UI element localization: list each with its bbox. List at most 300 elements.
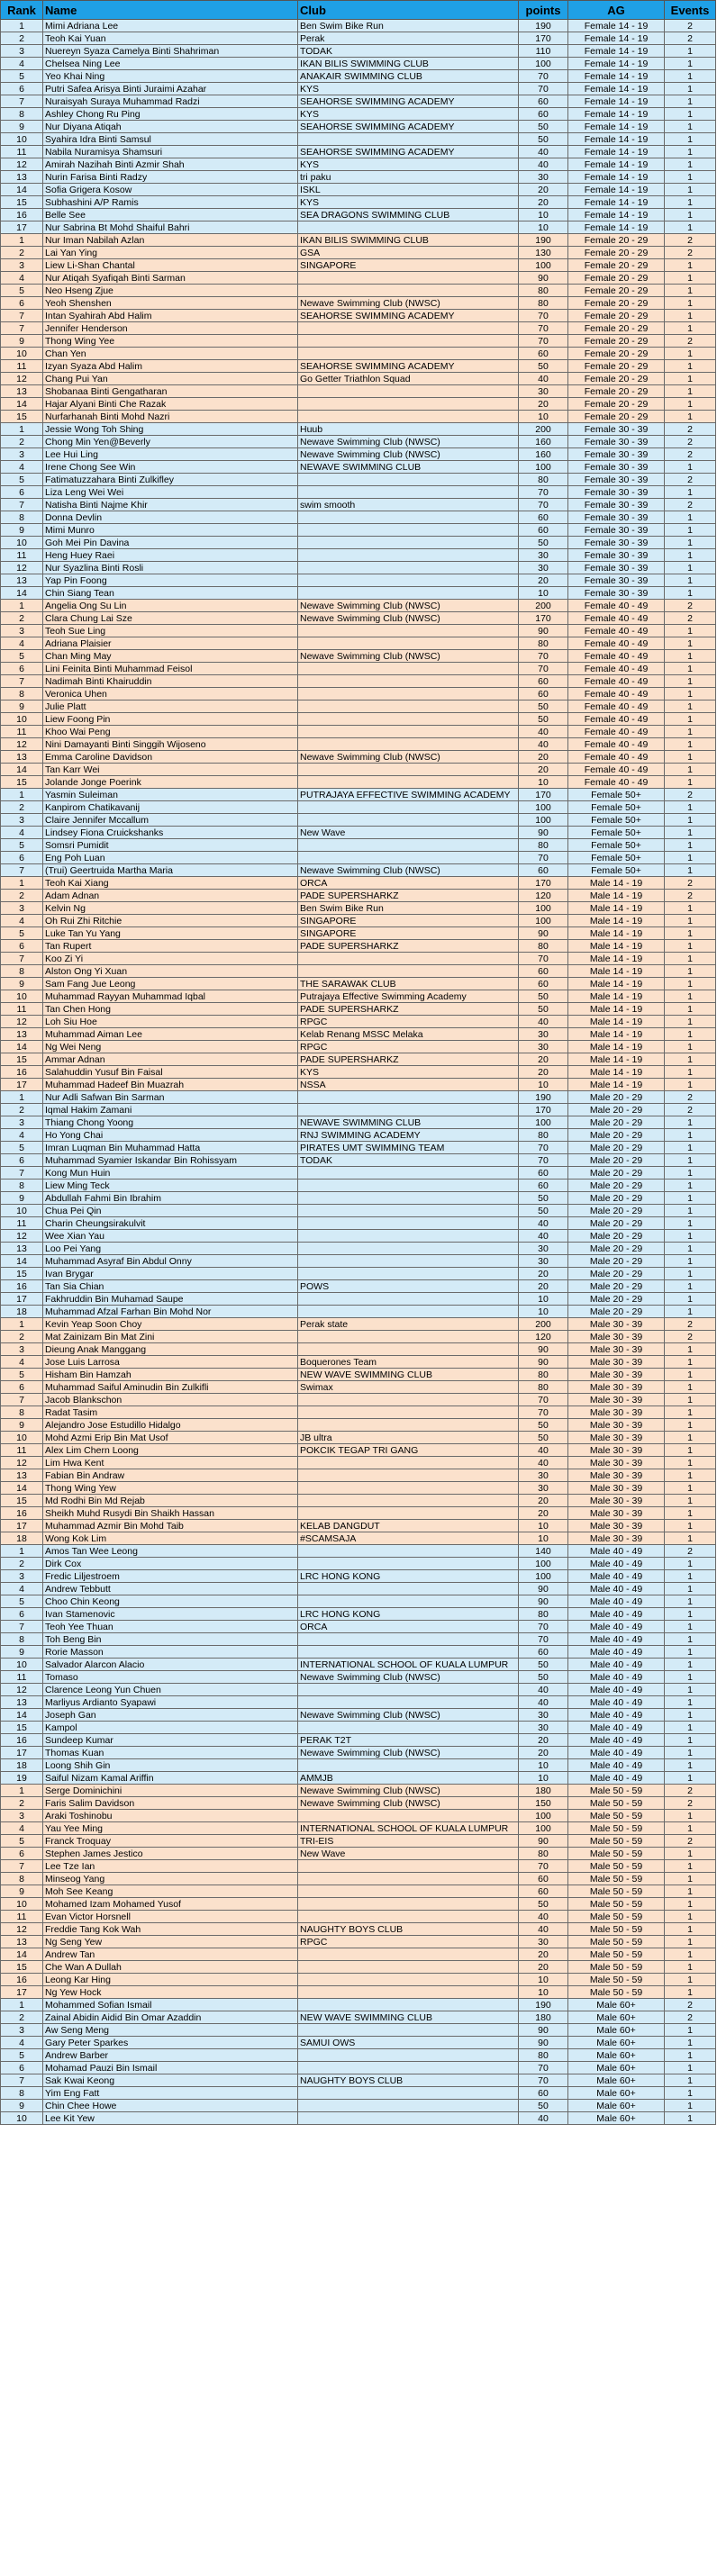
points-cell: 10	[519, 221, 568, 234]
club-cell: Boquerones Team	[298, 1356, 519, 1369]
table-row	[1, 1986, 716, 1999]
events-cell: 1	[665, 360, 716, 373]
points-cell: 90	[519, 1583, 568, 1595]
table-row	[1, 1520, 716, 1532]
name-cell: Aw Seng Meng	[43, 2024, 298, 2037]
table-row	[1, 864, 716, 877]
table-row	[1, 1053, 716, 1066]
name-cell: Iqmal Hakim Zamani	[43, 1104, 298, 1116]
events-cell: 1	[665, 675, 716, 688]
name-cell: Franck Troquay	[43, 1835, 298, 1848]
rank-cell: 14	[1, 1709, 43, 1722]
events-cell: 1	[665, 83, 716, 95]
events-cell: 2	[665, 1318, 716, 1331]
name-cell: Ng Wei Neng	[43, 1041, 298, 1053]
rank-cell: 12	[1, 1016, 43, 1028]
points-cell: 30	[519, 385, 568, 398]
rank-cell: 15	[1, 196, 43, 209]
name-cell: Izyan Syaza Abd Halim	[43, 360, 298, 373]
rank-cell: 11	[1, 360, 43, 373]
name-cell: Chin Siang Tean	[43, 587, 298, 600]
club-cell	[298, 398, 519, 411]
name-cell: Oh Rui Zhi Ritchie	[43, 915, 298, 927]
events-cell: 1	[665, 411, 716, 423]
points-cell: 100	[519, 915, 568, 927]
events-cell: 1	[665, 1482, 716, 1495]
rank-cell: 1	[1, 1785, 43, 1797]
rank-cell: 2	[1, 890, 43, 902]
table-row	[1, 1696, 716, 1709]
table-row	[1, 2024, 716, 2037]
age-group-cell: Female 20 - 29	[568, 310, 665, 322]
name-cell: Lai Yan Ying	[43, 247, 298, 259]
points-cell: 40	[519, 146, 568, 158]
table-row	[1, 1709, 716, 1722]
age-group-cell: Male 30 - 39	[568, 1318, 665, 1331]
events-cell: 1	[665, 348, 716, 360]
club-cell	[298, 1873, 519, 1885]
rank-cell: 5	[1, 1595, 43, 1608]
age-group-cell: Male 20 - 29	[568, 1280, 665, 1293]
table-row	[1, 95, 716, 108]
club-cell: SINGAPORE	[298, 915, 519, 927]
points-cell: 80	[519, 637, 568, 650]
age-group-cell: Male 40 - 49	[568, 1545, 665, 1558]
name-cell: Liew Li-Shan Chantal	[43, 259, 298, 272]
rank-cell: 12	[1, 1457, 43, 1469]
events-cell: 1	[665, 272, 716, 285]
club-cell	[298, 1268, 519, 1280]
points-cell: 40	[519, 1696, 568, 1709]
points-cell: 20	[519, 1734, 568, 1747]
events-cell: 2	[665, 1797, 716, 1810]
rank-cell: 11	[1, 726, 43, 738]
table-row	[1, 1280, 716, 1293]
points-cell: 70	[519, 499, 568, 511]
name-cell: Andrew Tan	[43, 1948, 298, 1961]
table-row	[1, 1936, 716, 1948]
table-row	[1, 1583, 716, 1595]
name-cell: Hisham Bin Hamzah	[43, 1369, 298, 1381]
table-row	[1, 196, 716, 209]
events-cell: 2	[665, 448, 716, 461]
name-cell: Nur Iman Nabilah Azlan	[43, 234, 298, 247]
points-cell: 80	[519, 1848, 568, 1860]
table-row	[1, 499, 716, 511]
table-row	[1, 1999, 716, 2011]
table-row	[1, 1356, 716, 1369]
club-cell: KELAB DANGDUT	[298, 1520, 519, 1532]
rank-cell: 11	[1, 146, 43, 158]
name-cell: Mohammed Sofian Ismail	[43, 1999, 298, 2011]
points-cell: 20	[519, 1961, 568, 1974]
points-cell: 30	[519, 562, 568, 574]
club-cell: Kelab Renang MSSC Melaka	[298, 1028, 519, 1041]
table-row	[1, 1948, 716, 1961]
age-group-cell: Male 30 - 39	[568, 1444, 665, 1457]
points-cell: 60	[519, 965, 568, 978]
name-cell: Jolande Jonge Poerink	[43, 776, 298, 789]
age-group-cell: Male 50 - 59	[568, 1785, 665, 1797]
events-cell: 1	[665, 1898, 716, 1911]
name-cell: Loo Pei Yang	[43, 1243, 298, 1255]
rank-cell: 9	[1, 1885, 43, 1898]
club-cell: NEW WAVE SWIMMING CLUB	[298, 1369, 519, 1381]
points-cell: 170	[519, 32, 568, 45]
club-cell: Perak	[298, 32, 519, 45]
name-cell: Mimi Adriana Lee	[43, 20, 298, 32]
rank-cell: 4	[1, 58, 43, 70]
rank-cell: 15	[1, 1961, 43, 1974]
age-group-cell: Female 14 - 19	[568, 209, 665, 221]
club-cell	[298, 1545, 519, 1558]
club-cell	[298, 2024, 519, 2037]
header-name: Name	[43, 1, 298, 20]
points-cell: 40	[519, 1444, 568, 1457]
name-cell: Nuraisyah Suraya Muhammad Radzi	[43, 95, 298, 108]
points-cell: 10	[519, 1772, 568, 1785]
name-cell: Yasmin Suleiman	[43, 789, 298, 801]
age-group-cell: Female 30 - 39	[568, 549, 665, 562]
events-cell: 1	[665, 1381, 716, 1394]
name-cell: Zainal Abidin Aidid Bin Omar Azaddin	[43, 2011, 298, 2024]
age-group-cell: Female 40 - 49	[568, 700, 665, 713]
age-group-cell: Male 60+	[568, 2087, 665, 2100]
points-cell: 60	[519, 688, 568, 700]
name-cell: Wee Xian Yau	[43, 1230, 298, 1243]
club-cell: tri paku	[298, 171, 519, 184]
age-group-cell: Female 30 - 39	[568, 562, 665, 574]
events-cell: 2	[665, 335, 716, 348]
table-row	[1, 221, 716, 234]
events-cell: 1	[665, 1974, 716, 1986]
rank-cell: 4	[1, 915, 43, 927]
age-group-cell: Male 60+	[568, 2074, 665, 2087]
table-row	[1, 184, 716, 196]
table-row	[1, 751, 716, 764]
points-cell: 10	[519, 1532, 568, 1545]
club-cell	[298, 1331, 519, 1343]
age-group-cell: Female 50+	[568, 827, 665, 839]
events-cell: 2	[665, 1785, 716, 1797]
name-cell: Nur Atiqah Syafiqah Binti Sarman	[43, 272, 298, 285]
table-row	[1, 1633, 716, 1646]
club-cell	[298, 2100, 519, 2112]
club-cell: SEAHORSE SWIMMING ACADEMY	[298, 121, 519, 133]
points-cell: 60	[519, 1180, 568, 1192]
age-group-cell: Male 40 - 49	[568, 1595, 665, 1608]
rank-cell: 15	[1, 776, 43, 789]
age-group-cell: Male 50 - 59	[568, 1797, 665, 1810]
events-cell: 1	[665, 2062, 716, 2074]
club-cell	[298, 1948, 519, 1961]
points-cell: 20	[519, 398, 568, 411]
points-cell: 70	[519, 1142, 568, 1154]
club-cell	[298, 486, 519, 499]
events-cell: 1	[665, 1948, 716, 1961]
rank-cell: 7	[1, 322, 43, 335]
rank-cell: 3	[1, 1343, 43, 1356]
rank-cell: 6	[1, 1154, 43, 1167]
events-cell: 1	[665, 461, 716, 474]
events-cell: 1	[665, 940, 716, 953]
rank-cell: 16	[1, 1507, 43, 1520]
age-group-cell: Male 40 - 49	[568, 1621, 665, 1633]
rank-cell: 2	[1, 32, 43, 45]
points-cell: 100	[519, 801, 568, 814]
name-cell: Goh Mei Pin Davina	[43, 537, 298, 549]
events-cell: 1	[665, 524, 716, 537]
events-cell: 2	[665, 612, 716, 625]
points-cell: 80	[519, 1381, 568, 1394]
rank-cell: 11	[1, 1003, 43, 1016]
age-group-cell: Male 50 - 59	[568, 1810, 665, 1822]
rank-cell: 1	[1, 423, 43, 436]
points-cell: 170	[519, 789, 568, 801]
age-group-cell: Female 50+	[568, 839, 665, 852]
points-cell: 40	[519, 373, 568, 385]
age-group-cell: Male 20 - 29	[568, 1293, 665, 1306]
table-row	[1, 1331, 716, 1343]
points-cell: 70	[519, 663, 568, 675]
age-group-cell: Female 14 - 19	[568, 83, 665, 95]
name-cell: Subhashini A/P Ramis	[43, 196, 298, 209]
events-cell: 1	[665, 285, 716, 297]
events-cell: 1	[665, 713, 716, 726]
name-cell: Nurin Farisa Binti Radzy	[43, 171, 298, 184]
age-group-cell: Male 30 - 39	[568, 1356, 665, 1369]
events-cell: 1	[665, 196, 716, 209]
points-cell: 50	[519, 133, 568, 146]
points-cell: 20	[519, 1268, 568, 1280]
table-row	[1, 827, 716, 839]
name-cell: Yeo Khai Ning	[43, 70, 298, 83]
rank-cell: 7	[1, 1860, 43, 1873]
age-group-cell: Male 40 - 49	[568, 1722, 665, 1734]
points-cell: 10	[519, 411, 568, 423]
age-group-cell: Male 20 - 29	[568, 1091, 665, 1104]
name-cell: Emma Caroline Davidson	[43, 751, 298, 764]
events-cell: 1	[665, 1419, 716, 1432]
age-group-cell: Female 20 - 29	[568, 234, 665, 247]
club-cell: Newave Swimming Club (NWSC)	[298, 1671, 519, 1684]
events-cell: 2	[665, 600, 716, 612]
club-cell	[298, 1406, 519, 1419]
age-group-cell: Female 40 - 49	[568, 738, 665, 751]
points-cell: 80	[519, 940, 568, 953]
club-cell	[298, 1419, 519, 1432]
table-row	[1, 965, 716, 978]
rank-cell: 10	[1, 133, 43, 146]
age-group-cell: Female 14 - 19	[568, 221, 665, 234]
points-cell: 70	[519, 310, 568, 322]
name-cell: Choo Chin Keong	[43, 1595, 298, 1608]
table-row	[1, 1079, 716, 1091]
points-cell: 90	[519, 1356, 568, 1369]
club-cell: SEAHORSE SWIMMING ACADEMY	[298, 146, 519, 158]
name-cell: Kampol	[43, 1722, 298, 1734]
table-row	[1, 436, 716, 448]
rank-cell: 2	[1, 247, 43, 259]
table-row	[1, 776, 716, 789]
table-row	[1, 1885, 716, 1898]
club-cell: Newave Swimming Club (NWSC)	[298, 1709, 519, 1722]
age-group-cell: Male 30 - 39	[568, 1469, 665, 1482]
age-group-cell: Male 60+	[568, 2062, 665, 2074]
table-row	[1, 171, 716, 184]
events-cell: 1	[665, 1028, 716, 1041]
table-row	[1, 1822, 716, 1835]
name-cell: Leong Kar Hing	[43, 1974, 298, 1986]
points-cell: 120	[519, 1331, 568, 1343]
club-cell: INTERNATIONAL SCHOOL OF KUALA LUMPUR	[298, 1659, 519, 1671]
club-cell	[298, 1722, 519, 1734]
events-cell: 1	[665, 1369, 716, 1381]
name-cell: Chan Yen	[43, 348, 298, 360]
club-cell	[298, 637, 519, 650]
rank-cell: 10	[1, 2112, 43, 2125]
club-cell: KYS	[298, 83, 519, 95]
rank-cell: 2	[1, 1104, 43, 1116]
rank-cell: 8	[1, 1406, 43, 1419]
events-cell: 1	[665, 1646, 716, 1659]
age-group-cell: Male 14 - 19	[568, 890, 665, 902]
table-row	[1, 537, 716, 549]
name-cell: Muhammad Syamier Iskandar Bin Rohissyam	[43, 1154, 298, 1167]
events-cell: 1	[665, 58, 716, 70]
age-group-cell: Male 20 - 29	[568, 1104, 665, 1116]
points-cell: 40	[519, 2112, 568, 2125]
age-group-cell: Female 14 - 19	[568, 158, 665, 171]
club-cell	[298, 587, 519, 600]
age-group-cell: Female 20 - 29	[568, 360, 665, 373]
points-cell: 20	[519, 1053, 568, 1066]
rank-cell: 6	[1, 1608, 43, 1621]
events-cell: 1	[665, 764, 716, 776]
table-row	[1, 1621, 716, 1633]
events-cell: 1	[665, 1432, 716, 1444]
club-cell: NSSA	[298, 1079, 519, 1091]
name-cell: Clara Chung Lai Sze	[43, 612, 298, 625]
name-cell: Natisha Binti Najme Khir	[43, 499, 298, 511]
age-group-cell: Female 30 - 39	[568, 587, 665, 600]
table-row	[1, 133, 716, 146]
events-cell: 2	[665, 890, 716, 902]
age-group-cell: Male 40 - 49	[568, 1696, 665, 1709]
points-cell: 100	[519, 1822, 568, 1835]
age-group-cell: Female 14 - 19	[568, 146, 665, 158]
name-cell: Nur Adli Safwan Bin Sarman	[43, 1091, 298, 1104]
events-cell: 2	[665, 1104, 716, 1116]
rank-cell: 4	[1, 637, 43, 650]
events-cell: 1	[665, 121, 716, 133]
name-cell: Chelsea Ning Lee	[43, 58, 298, 70]
club-cell	[298, 1457, 519, 1469]
rank-cell: 10	[1, 1659, 43, 1671]
name-cell: Yeoh Shenshen	[43, 297, 298, 310]
age-group-cell: Female 40 - 49	[568, 713, 665, 726]
age-group-cell: Male 30 - 39	[568, 1520, 665, 1532]
events-cell: 1	[665, 1671, 716, 1684]
club-cell	[298, 1961, 519, 1974]
age-group-cell: Female 40 - 49	[568, 600, 665, 612]
club-cell	[298, 2087, 519, 2100]
club-cell	[298, 1255, 519, 1268]
points-cell: 10	[519, 209, 568, 221]
name-cell: Minseog Yang	[43, 1873, 298, 1885]
rank-cell: 12	[1, 738, 43, 751]
events-cell: 2	[665, 423, 716, 436]
events-cell: 1	[665, 45, 716, 58]
points-cell: 100	[519, 461, 568, 474]
points-cell: 200	[519, 423, 568, 436]
table-row	[1, 1016, 716, 1028]
events-cell: 1	[665, 133, 716, 146]
table-row	[1, 726, 716, 738]
points-cell: 70	[519, 1621, 568, 1633]
age-group-cell: Male 40 - 49	[568, 1558, 665, 1570]
rank-cell: 1	[1, 1318, 43, 1331]
club-cell: NEW WAVE SWIMMING CLUB	[298, 2011, 519, 2024]
rank-cell: 8	[1, 688, 43, 700]
table-row	[1, 587, 716, 600]
table-row	[1, 83, 716, 95]
age-group-cell: Female 20 - 29	[568, 373, 665, 385]
table-row	[1, 1835, 716, 1848]
events-cell: 1	[665, 574, 716, 587]
points-cell: 70	[519, 486, 568, 499]
events-cell: 1	[665, 1633, 716, 1646]
name-cell: Che Wan A Dullah	[43, 1961, 298, 1974]
table-row	[1, 1898, 716, 1911]
events-cell: 1	[665, 650, 716, 663]
table-row	[1, 1142, 716, 1154]
name-cell: Imran Luqman Bin Muhammad Hatta	[43, 1142, 298, 1154]
events-cell: 2	[665, 32, 716, 45]
rank-cell: 10	[1, 348, 43, 360]
rank-cell: 18	[1, 1306, 43, 1318]
club-cell	[298, 965, 519, 978]
header-club: Club	[298, 1, 519, 20]
name-cell: Alejandro Jose Estudillo Hidalgo	[43, 1419, 298, 1432]
events-cell: 1	[665, 2074, 716, 2087]
events-cell: 2	[665, 1091, 716, 1104]
age-group-cell: Female 40 - 49	[568, 688, 665, 700]
name-cell: Muhammad Rayyan Muhammad Iqbal	[43, 990, 298, 1003]
club-cell	[298, 1495, 519, 1507]
name-cell: Sheikh Muhd Rusydi Bin Shaikh Hassan	[43, 1507, 298, 1520]
club-cell	[298, 814, 519, 827]
club-cell: NEWAVE SWIMMING CLUB	[298, 461, 519, 474]
name-cell: Kong Mun Huin	[43, 1167, 298, 1180]
rank-cell: 1	[1, 600, 43, 612]
age-group-cell: Female 30 - 39	[568, 537, 665, 549]
events-cell: 1	[665, 1532, 716, 1545]
age-group-cell: Male 50 - 59	[568, 1936, 665, 1948]
points-cell: 80	[519, 1129, 568, 1142]
age-group-cell: Female 14 - 19	[568, 45, 665, 58]
age-group-cell: Female 14 - 19	[568, 70, 665, 83]
points-cell: 60	[519, 95, 568, 108]
age-group-cell: Male 30 - 39	[568, 1432, 665, 1444]
events-cell: 1	[665, 587, 716, 600]
name-cell: Sam Fang Jue Leong	[43, 978, 298, 990]
name-cell: Muhammad Asyraf Bin Abdul Onny	[43, 1255, 298, 1268]
age-group-cell: Male 60+	[568, 2112, 665, 2125]
events-cell: 1	[665, 1759, 716, 1772]
points-cell: 100	[519, 58, 568, 70]
name-cell: Alex Lim Chern Loong	[43, 1444, 298, 1457]
